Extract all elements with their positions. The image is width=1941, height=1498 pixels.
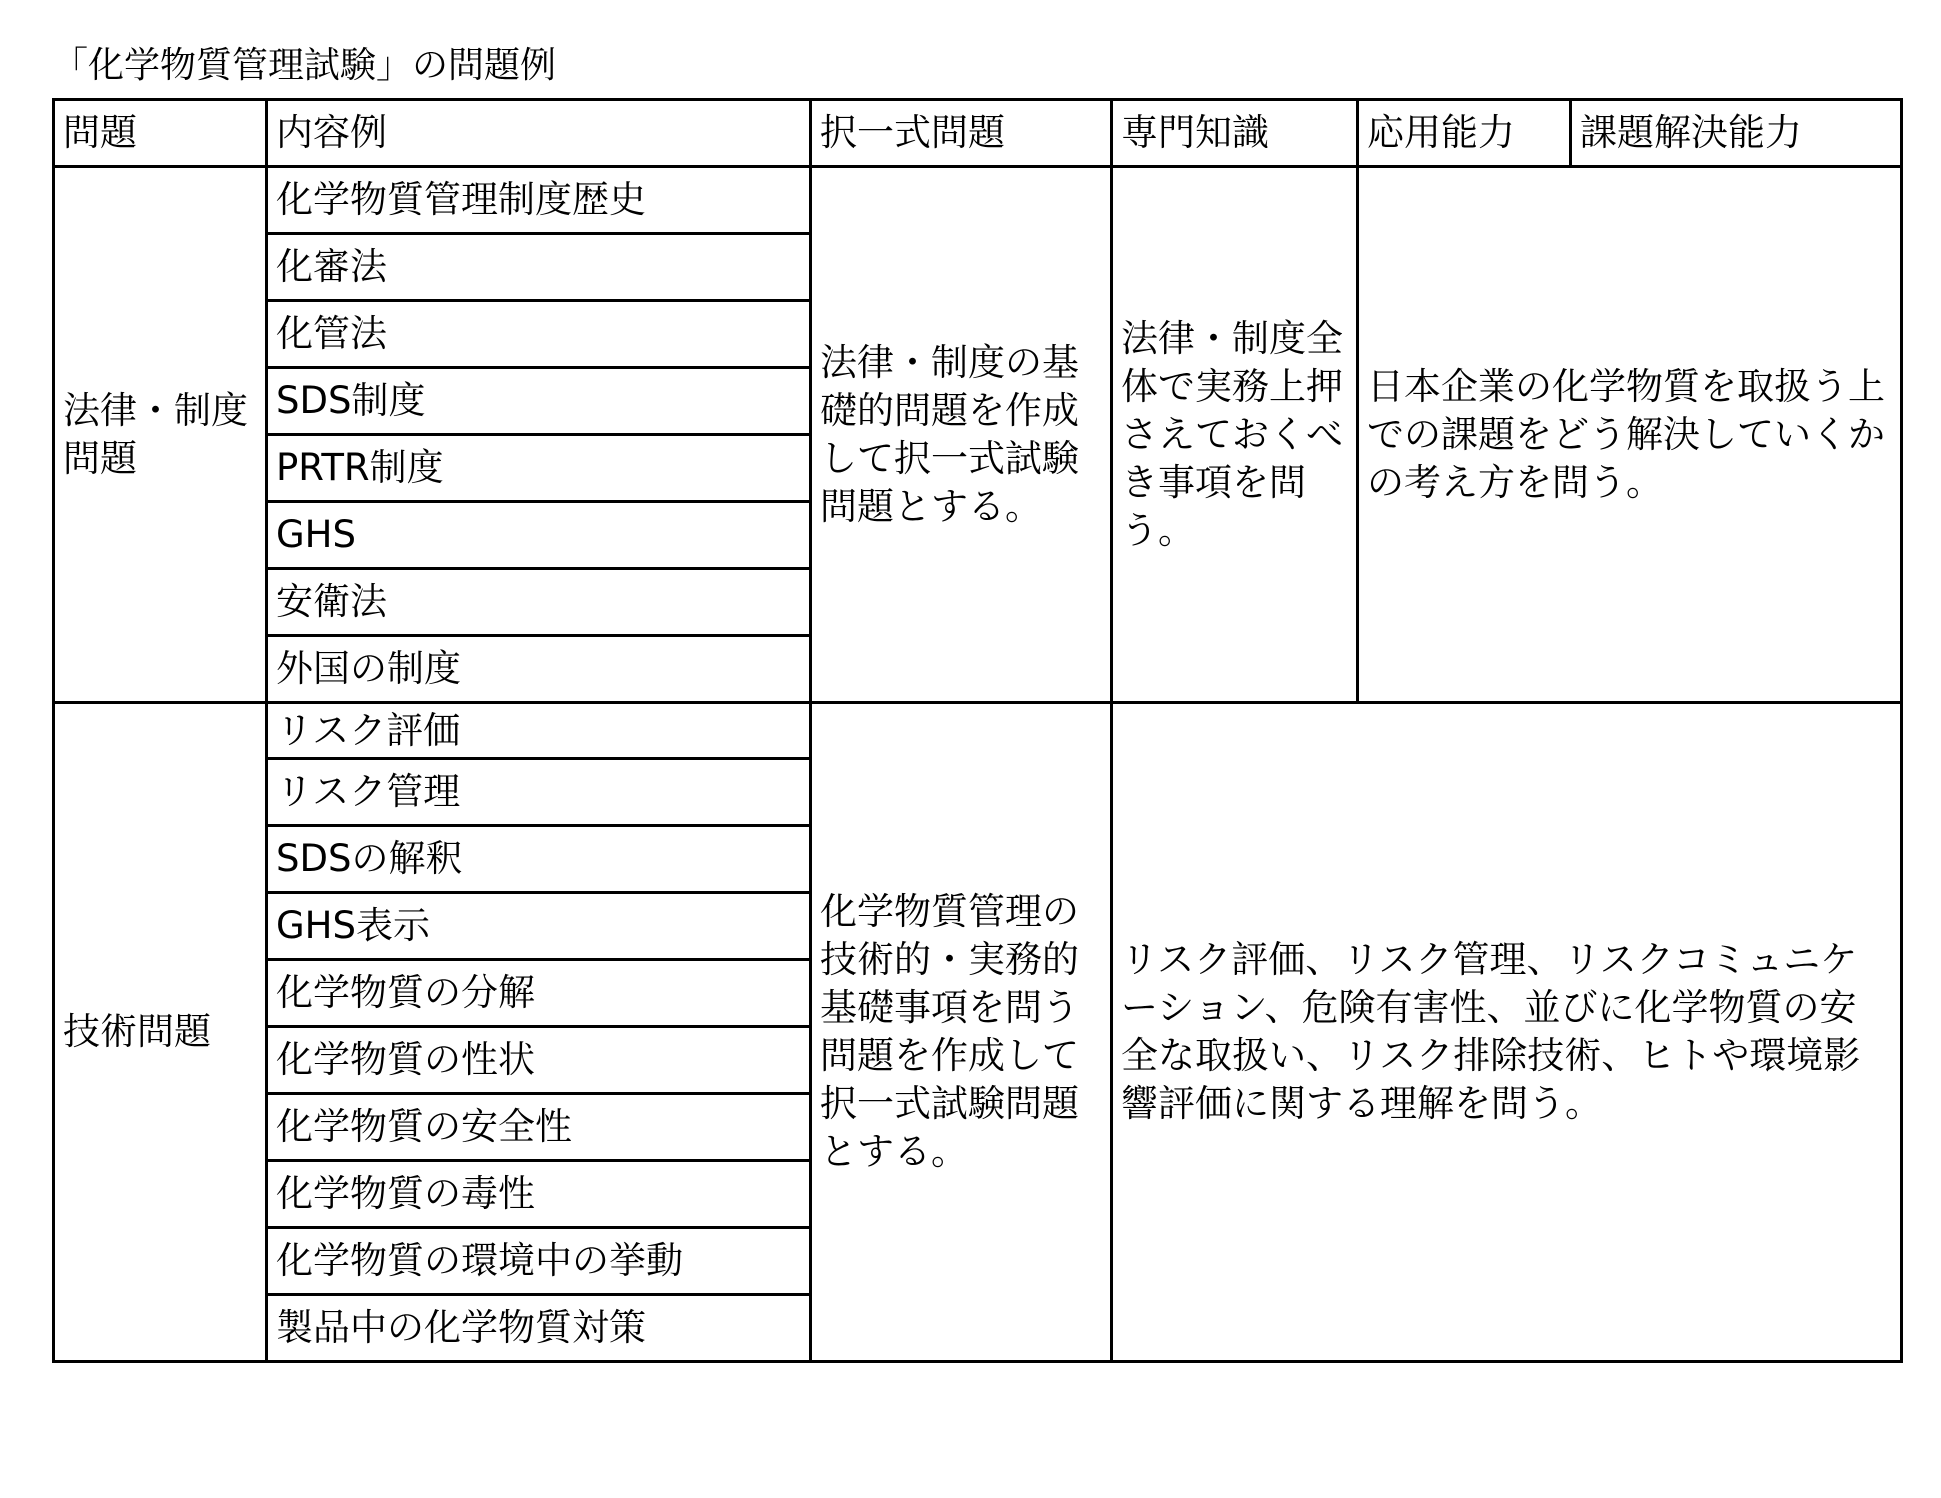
- item-cell: PRTR制度: [267, 435, 811, 502]
- header-cell: 専門知識: [1112, 100, 1358, 167]
- table-row: [54, 703, 1902, 759]
- item-cell: SDS制度: [267, 368, 811, 435]
- category-cell: 技術問題: [54, 703, 267, 1362]
- exam-table: [52, 98, 1903, 1363]
- header-cell: 応用能力: [1358, 100, 1571, 167]
- item-cell: 化学物質の性状: [267, 1027, 811, 1094]
- header-row: [54, 100, 1902, 167]
- header-cell: 課題解決能力: [1571, 100, 1902, 167]
- item-cell: 化学物質の毒性: [267, 1161, 811, 1228]
- item-cell: 化審法: [267, 234, 811, 301]
- item-cell: GHS表示: [267, 893, 811, 960]
- multiple-choice-cell: 化学物質管理の技術的・実務的基礎事項を問う問題を作成して択一式試験問題とする。: [811, 703, 1112, 1362]
- category-cell: 法律・制度問題: [54, 167, 267, 703]
- expertise-cell: 法律・制度全体で実務上押さえておくべき事項を問う。: [1112, 167, 1358, 703]
- header-cell: 問題: [54, 100, 267, 167]
- item-cell: 製品中の化学物質対策: [267, 1295, 811, 1362]
- header-cell: 内容例: [267, 100, 811, 167]
- expertise-application-cell: リスク評価、リスク管理、リスクコミュニケーション、危険有害性、並びに化学物質の安全な取扱い、リスク排除技術、ヒトや環境影響評価に関する理解を問う。: [1112, 703, 1902, 1362]
- application-cell: 日本企業の化学物質を取扱う上での課題をどう解決していくかの考え方を問う。: [1358, 167, 1902, 703]
- item-cell: 化管法: [267, 301, 811, 368]
- item-cell: 化学物質の分解: [267, 960, 811, 1027]
- item-cell: リスク評価: [267, 703, 811, 759]
- item-cell: 化学物質管理制度歴史: [267, 167, 811, 234]
- header-cell: 択一式問題: [811, 100, 1112, 167]
- table-row: [54, 167, 1902, 234]
- item-cell: 外国の制度: [267, 636, 811, 703]
- item-cell: SDSの解釈: [267, 826, 811, 893]
- item-cell: 化学物質の環境中の挙動: [267, 1228, 811, 1295]
- item-cell: 安衛法: [267, 569, 811, 636]
- multiple-choice-cell: 法律・制度の基礎的問題を作成して択一式試験問題とする。: [811, 167, 1112, 703]
- item-cell: GHS: [267, 502, 811, 569]
- item-cell: 化学物質の安全性: [267, 1094, 811, 1161]
- item-cell: リスク管理: [267, 759, 811, 826]
- page-title: 「化学物質管理試験」の問題例: [52, 45, 557, 86]
